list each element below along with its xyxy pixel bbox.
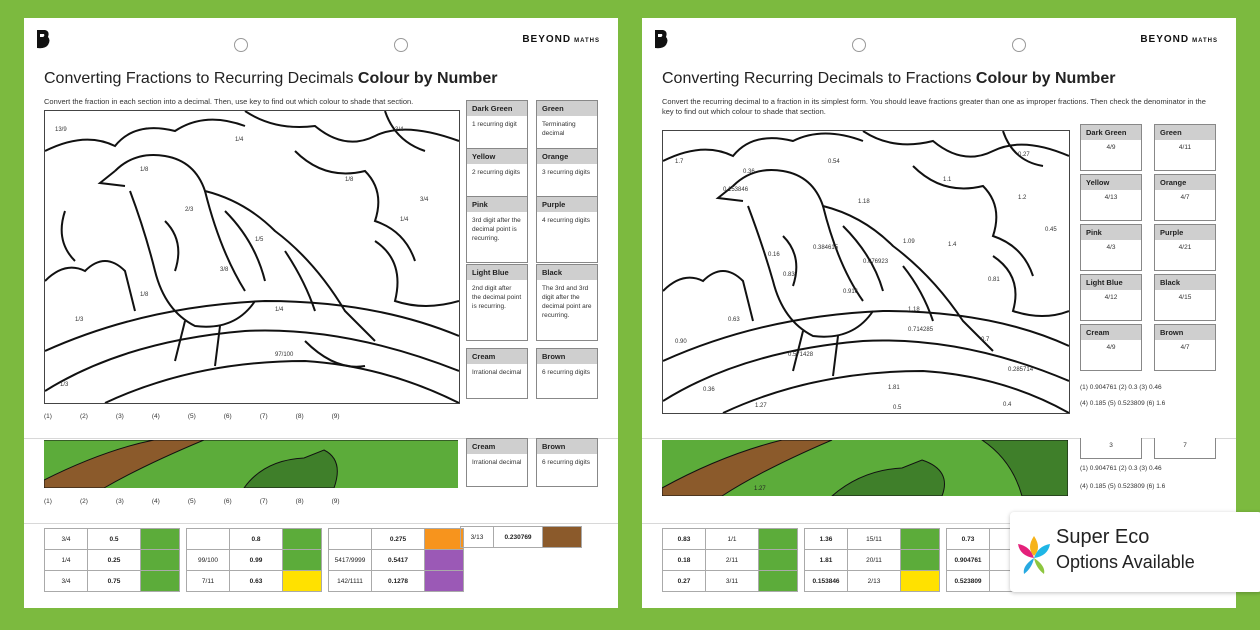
svg-text:0.285714: 0.285714 [1008, 367, 1034, 373]
svg-text:1.4: 1.4 [948, 242, 957, 248]
svg-text:3/8: 3/8 [220, 267, 229, 273]
punch-hole [1012, 38, 1026, 52]
svg-text:0.90: 0.90 [675, 339, 687, 345]
brand-name: BEYOND MATHS [522, 34, 600, 45]
svg-text:1/5: 1/5 [255, 237, 264, 243]
key-dark-green: Dark Green 1 recurring digit [466, 100, 528, 149]
key-green: Green Terminating decimal [536, 100, 598, 149]
svg-text:1/3: 1/3 [75, 317, 84, 323]
key-cream: Cream 4/9 [1080, 324, 1142, 371]
answer-table: 0.275 5417/9999 0.5417 142/1111 0.1278 [328, 528, 464, 592]
key-purple: Purple 4/21 [1154, 224, 1216, 271]
svg-text:1.7: 1.7 [675, 159, 684, 165]
key-cream: Cream Irrational decimal [466, 438, 528, 487]
page-fold [24, 438, 618, 439]
key-brown: Brown 6 recurring digits [536, 438, 598, 487]
beyond-logo-icon [34, 28, 52, 50]
key-light-blue: Light Blue 4/12 [1080, 274, 1142, 321]
key-yellow: Yellow 2 recurring digits [466, 148, 528, 197]
svg-text:0.7: 0.7 [981, 337, 990, 343]
key-brown: Brown 6 recurring digits [536, 348, 598, 399]
svg-text:1/3: 1/3 [60, 382, 69, 388]
svg-text:0.4: 0.4 [1003, 402, 1012, 408]
worksheet-instructions: Convert the fraction in each section into a decimal. Then, use key to find out which colour to shade that section. [44, 97, 414, 106]
svg-text:0.571428: 0.571428 [788, 352, 814, 358]
svg-text:1.18: 1.18 [858, 199, 870, 205]
svg-text:0.5: 0.5 [893, 405, 902, 411]
beyond-logo-icon [652, 28, 670, 50]
answer-table: 1.36 15/11 1.81 20/11 0.153846 2/13 [804, 528, 940, 592]
svg-text:0.36: 0.36 [743, 169, 755, 175]
key-purple: Purple 4 recurring digits [536, 196, 598, 263]
answer-table: 0.83 1/1 0.18 2/11 0.27 3/11 [662, 528, 798, 592]
key-brown: 7 [1154, 438, 1216, 459]
svg-text:0.27: 0.27 [1018, 152, 1030, 158]
svg-text:0.54: 0.54 [828, 159, 840, 165]
worksheet-title: Converting Recurring Decimals to Fractions Colour by Number [662, 70, 1116, 87]
key-orange: Orange 3 recurring digits [536, 148, 598, 197]
colour-by-number-picture [662, 130, 1070, 414]
eco-line-2: Options Available [1056, 552, 1195, 572]
left-worksheet [24, 18, 618, 608]
eco-leaf-drop-icon [1016, 534, 1052, 574]
svg-text:3/4: 3/4 [395, 127, 404, 133]
svg-text:1.27: 1.27 [754, 486, 766, 492]
svg-text:0.36: 0.36 [703, 387, 715, 393]
svg-text:1.09: 1.09 [903, 239, 915, 245]
answer-list: (1) 0.904761 (2) 0.3 (3) 0.46 (4) 0.185 (5) 0.523809 (6) 1.6 [1080, 465, 1166, 490]
svg-text:1.27: 1.27 [755, 403, 767, 409]
eco-line-1: Super Eco [1056, 526, 1150, 548]
svg-text:1/4: 1/4 [400, 217, 409, 223]
key-black: Black 4/15 [1154, 274, 1216, 321]
svg-text:0.714285: 0.714285 [908, 327, 934, 333]
svg-text:1/4: 1/4 [235, 137, 244, 143]
key-pink: Pink 4/3 [1080, 224, 1142, 271]
coloured-strip-drawing [44, 440, 458, 488]
svg-text:13/9: 13/9 [55, 127, 67, 133]
worksheet-instructions: Convert the recurring decimal to a fraction in its simplest form. You should leave fractions greater than one as improper fractions. Then check the denominator in the key to find out which colour to shade that section. [662, 97, 1206, 116]
svg-text:1/8: 1/8 [140, 167, 149, 173]
key-dark-green: Dark Green 4/9 [1080, 124, 1142, 171]
answer-table: 3/4 0.5 1/4 0.25 3/4 0.75 [44, 528, 180, 592]
punch-hole [852, 38, 866, 52]
worksheet-title: Converting Fractions to Recurring Decimals Colour by Number [44, 70, 498, 87]
svg-text:0.384615: 0.384615 [813, 245, 839, 251]
svg-text:0.83: 0.83 [783, 272, 795, 278]
answer-table: 0.73 0.904761 0.523809 [946, 528, 1082, 592]
svg-text:3/4: 3/4 [420, 197, 429, 203]
svg-text:2/3: 2/3 [185, 207, 194, 213]
coloured-strip-drawing [662, 440, 1068, 496]
svg-text:0.916: 0.916 [843, 289, 859, 295]
colour-by-number-picture [44, 110, 460, 404]
punch-hole [234, 38, 248, 52]
key-orange: Orange 4/7 [1154, 174, 1216, 221]
svg-text:0.81: 0.81 [988, 277, 1000, 283]
key-cream: 3 [1080, 438, 1142, 459]
key-cream: Cream Irrational decimal [466, 348, 528, 399]
page-fold [642, 438, 1236, 439]
answer-table: 0.8 99/100 0.99 7/11 0.63 [186, 528, 322, 592]
answer-list: (1) 0.904761 (2) 0.3 (3) 0.46 (4) 0.185 (5) 0.523809 (6) 1.6 [1080, 384, 1166, 407]
key-brown: Brown 4/7 [1154, 324, 1216, 371]
answer-table: 3/13 0.230769 [460, 526, 582, 548]
answer-row: (1) (2) (3) (4) (5) (6) (7) (8) (9) [44, 498, 340, 505]
svg-text:1/4: 1/4 [275, 307, 284, 313]
svg-text:0.63: 0.63 [728, 317, 740, 323]
punch-hole [394, 38, 408, 52]
answer-row: (1) (2) (3) (4) (5) (6) (7) (8) (9) [44, 413, 340, 420]
key-light-blue: Light Blue 2nd digit after the decimal point is recurring. [466, 264, 528, 341]
bird-outline-drawing [45, 111, 459, 403]
svg-text:97/100: 97/100 [275, 352, 294, 358]
key-pink: Pink 3rd digit after the decimal point is recurring. [466, 196, 528, 263]
svg-text:1.1: 1.1 [943, 177, 952, 183]
svg-text:0.16: 0.16 [768, 252, 780, 258]
picture-number-labels [675, 152, 1057, 411]
bird-outline-drawing [663, 131, 1069, 413]
key-yellow: Yellow 4/13 [1080, 174, 1142, 221]
key-green: Green 4/11 [1154, 124, 1216, 171]
svg-text:1.2: 1.2 [1018, 195, 1027, 201]
super-eco-badge [1010, 512, 1260, 592]
svg-text:1/8: 1/8 [345, 177, 354, 183]
key-black: Black The 3rd and 3rd digit after the decimal point are recurring. [536, 264, 598, 341]
svg-text:1/8: 1/8 [140, 292, 149, 298]
svg-text:0.153846: 0.153846 [723, 187, 749, 193]
coloured-picture-strip [662, 440, 1068, 496]
svg-text:0.45: 0.45 [1045, 227, 1057, 233]
svg-text:1.18: 1.18 [908, 307, 920, 313]
page-fold [24, 523, 618, 524]
svg-text:1.81: 1.81 [888, 385, 900, 391]
coloured-picture-strip [44, 440, 458, 488]
brand-name: BEYOND MATHS [1140, 34, 1218, 45]
svg-text:0.076923: 0.076923 [863, 259, 889, 265]
